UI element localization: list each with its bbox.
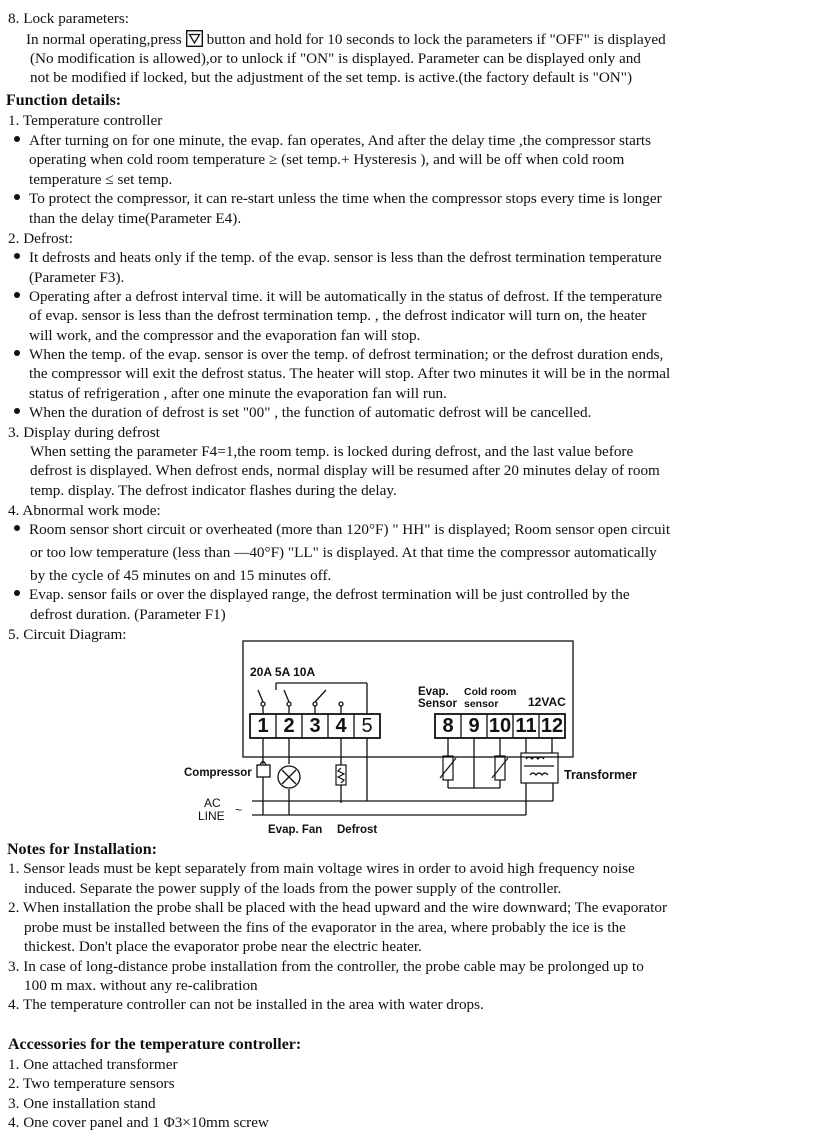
accessory-item: 4. One cover panel and 1 Φ3×10mm screw (8, 1114, 269, 1131)
s2-b3-line-3: status of refrigeration , after one minute the evaporation fan will run. (29, 385, 447, 402)
cold-room-sensor-symbol (492, 756, 508, 780)
terminal-8: 8 (442, 715, 454, 737)
notes-heading: Notes for Installation: (7, 841, 157, 858)
note-2-line-2: probe must be installed between the fins of the evaporator in the area, where probably the ice is the (24, 919, 626, 936)
s2-b3-line-2: the compressor will exit the defrost status. The heater will stop. After two minutes it will be in the normal (29, 365, 671, 382)
terminal-5: 5 (361, 715, 373, 737)
accessory-item: 1. One attached transformer (8, 1056, 178, 1073)
bullet-icon (14, 408, 20, 414)
circuit-diagram (180, 638, 660, 843)
note-1-line-1: 1. Sensor leads must be kept separately from main voltage wires in order to avoid high frequency noise (8, 860, 635, 877)
terminal-1: 1 (257, 715, 269, 737)
bullet-icon (14, 253, 20, 259)
terminal-3: 3 (309, 715, 321, 737)
terminal-2: 2 (283, 715, 295, 737)
s2-bullet-2 (14, 287, 662, 306)
evap-sensor-symbol (440, 756, 456, 780)
ac-label: AC (204, 796, 221, 810)
bullet-icon (14, 525, 20, 531)
s4-b1-line-3: by the cycle of 45 minutes on and 15 minutes off. (30, 567, 332, 584)
defrost-heater-symbol (336, 765, 346, 785)
s3-line-3: temp. display. The defrost indicator flashes during the delay. (30, 482, 397, 499)
terminal-10: 10 (488, 715, 512, 737)
note-4-line-1: 4. The temperature controller can not be installed in the area with water drops. (8, 996, 484, 1013)
voltage-label: 12VAC (528, 695, 566, 709)
terminal-12: 12 (540, 715, 564, 737)
lock-line-3: not be modified if locked, but the adjustment of the set temp. is active.(the factory default is "ON") (30, 69, 633, 86)
ac-tilde-icon: ~ (235, 803, 243, 817)
s2-bullet-1 (14, 248, 662, 267)
s2-b4-text: When the duration of defrost is set "00" , the function of automatic defrost will be cancelled. (29, 404, 592, 421)
s2-b2-line-3: will work, and the compressor and the evaporation fan will stop. (29, 327, 421, 344)
s2-b3-text: When the temp. of the evap. sensor is over the temp. of defrost termination; or the defrost duration ends, (29, 346, 664, 363)
s1-b1-line-3: temperature ≤ set temp. (29, 171, 173, 188)
note-1-line-2: induced. Separate the power supply of the loads from the power supply of the controller. (24, 880, 562, 897)
bullet-icon (14, 136, 20, 142)
s2-bullet-4 (14, 403, 591, 422)
s5-title: 5. Circuit Diagram: (8, 626, 127, 643)
s3-title: 3. Display during defrost (8, 424, 160, 441)
line-label: LINE (198, 809, 225, 823)
s1-bullet-2 (14, 189, 662, 208)
terminal-11: 11 (515, 715, 537, 737)
s2-b1-text: It defrosts and heats only if the temp. of the evap. sensor is less than the defrost termination temperature (29, 249, 662, 266)
lock-heading: 8. Lock parameters: (8, 10, 130, 27)
defrost-label: Defrost (337, 824, 378, 836)
cold-room-sensor-label: Cold room sensor (464, 686, 517, 710)
s4-b2-text: Evap. sensor fails or over the displayed range, the defrost termination will be just controlled by the (29, 586, 630, 603)
ratings-label: 20A 5A 10A (250, 665, 316, 679)
note-3-line-2: 100 m max. without any re-calibration (24, 977, 258, 994)
s2-b1-line-2: (Parameter F3). (29, 269, 125, 286)
s4-b2-line-2: defrost duration. (Parameter F1) (30, 606, 226, 623)
s2-title: 2. Defrost: (8, 230, 73, 247)
accessory-item: 2. Two temperature sensors (8, 1075, 175, 1092)
terminal-9: 9 (468, 715, 480, 737)
evap-fan-label: Evap. Fan (268, 824, 323, 836)
bullet-icon (14, 194, 20, 200)
s1-bullet-1 (14, 131, 651, 150)
evap-fan-symbol (278, 766, 300, 788)
s2-bullet-3 (14, 345, 663, 364)
bullet-icon (14, 292, 20, 298)
accessory-item: 3. One installation stand (8, 1095, 156, 1112)
note-2-line-1: 2. When installation the probe shall be placed with the head upward and the wire downward; The evaporator (8, 899, 668, 916)
s1-b2-line-2: than the delay time(Parameter E4). (29, 210, 242, 227)
s1-b1-line-2: operating when cold room temperature ≥ (set temp.+ Hysteresis ), and will be off when cold room (29, 151, 625, 168)
s1-b2-text: To protect the compressor, it can re-start unless the time when the compressor stops every time is longer (29, 190, 662, 207)
s1-b1-text: After turning on for one minute, the evap. fan operates, And after the delay time ,the compressor starts (29, 132, 652, 149)
s3-line-2: defrost is displayed. When defrost ends, normal display will be resumed after 20 minutes delay of room (30, 462, 660, 479)
note-2-line-3: thickest. Don't place the evaporator probe near the electric heater. (24, 938, 422, 955)
bullet-icon (14, 350, 20, 356)
evap-sensor-label: Evap. Sensor (418, 686, 457, 710)
s4-title: 4. Abnormal work mode: (8, 502, 161, 519)
accessories-heading: Accessories for the temperature controller: (8, 1036, 302, 1053)
compressor-label: Compressor (184, 767, 252, 779)
s2-b2-text: Operating after a defrost interval time. it will be automatically in the status of defrost. If the temperature (29, 288, 663, 305)
lock-line-1b: button and hold for 10 seconds to lock the parameters if "OFF" is displayed (206, 31, 666, 48)
function-details-heading: Function details: (6, 92, 122, 109)
terminal-4: 4 (335, 715, 347, 737)
s4-b1-text: Room sensor short circuit or overheated (more than 120°F) " HH" is displayed; Room sensor open circuit (29, 521, 671, 538)
s4-b1-line-2: or too low temperature (less than —40°F) "LL" is displayed. At that time the compressor automatically (30, 544, 657, 561)
lock-line-2: (No modification is allowed),or to unlock if "ON" is displayed. Parameter can be displayed only and (30, 50, 641, 67)
s2-b2-line-2: of evap. sensor is less than the defrost termination temp. , the defrost indicator will turn on, the heater (29, 307, 647, 324)
s3-line-1: When setting the parameter F4=1,the room temp. is locked during defrost, and the last value before (30, 443, 634, 460)
note-3-line-1: 3. In case of long-distance probe installation from the controller, the probe cable may be prolonged up to (8, 958, 644, 975)
compressor-symbol (257, 762, 270, 789)
s1-title: 1. Temperature controller (8, 112, 163, 129)
bullet-icon (14, 590, 20, 596)
transformer-label: Transformer (564, 768, 637, 782)
lock-line-1a: In normal operating,press (26, 31, 182, 48)
s4-bullet-1 (14, 520, 670, 539)
s4-bullet-2 (14, 585, 630, 604)
